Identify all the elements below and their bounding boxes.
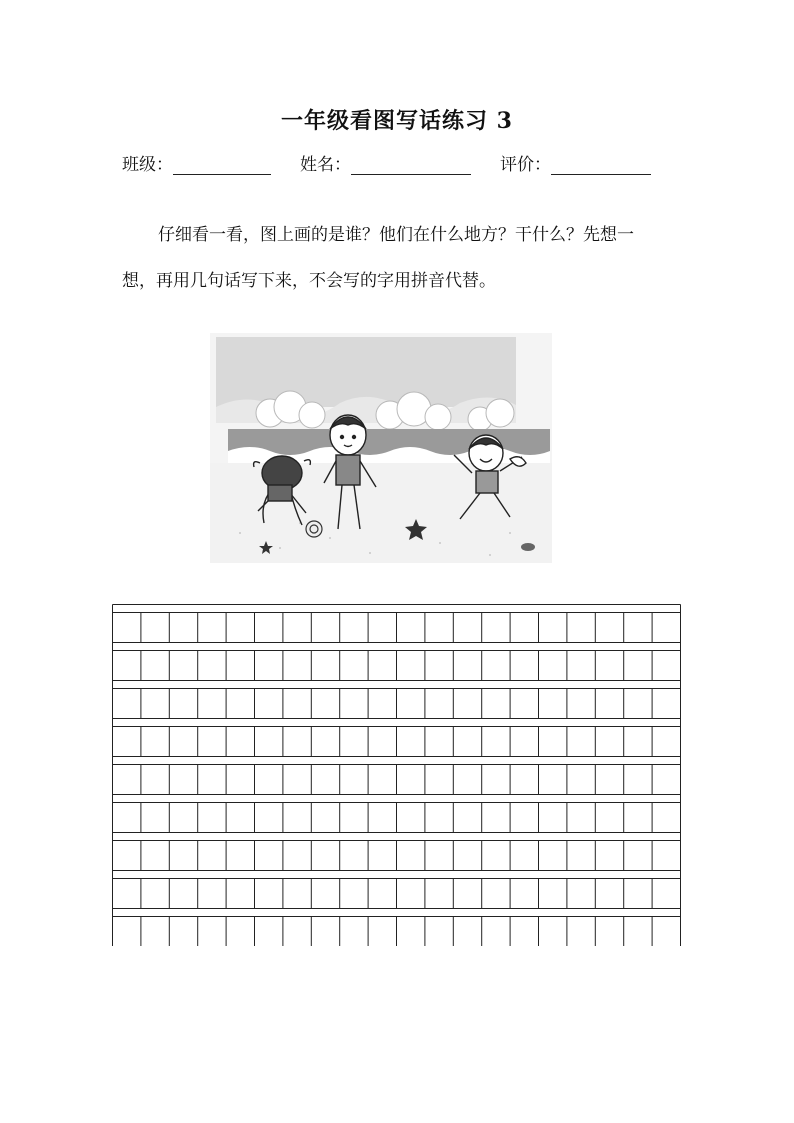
grid-cell[interactable] <box>283 765 311 795</box>
grid-cell[interactable] <box>226 727 254 757</box>
grid-cell[interactable] <box>567 727 595 757</box>
grid-cell[interactable] <box>453 841 481 871</box>
grid-cell[interactable] <box>141 689 169 719</box>
grid-cell[interactable] <box>397 613 425 643</box>
grid-cell[interactable] <box>283 917 311 947</box>
grid-cell[interactable] <box>595 727 623 757</box>
beach-children-illustration <box>210 333 552 563</box>
evaluation-blank[interactable] <box>551 156 651 175</box>
grid-cell[interactable] <box>652 765 680 795</box>
grid-cell[interactable] <box>141 917 169 947</box>
grid-cell[interactable] <box>226 613 254 643</box>
grid-cell[interactable] <box>141 651 169 681</box>
grid-cell[interactable] <box>283 651 311 681</box>
grid-cell[interactable] <box>652 803 680 833</box>
grid-cell[interactable] <box>624 727 652 757</box>
grid-cell[interactable] <box>311 727 339 757</box>
grid-cell[interactable] <box>397 727 425 757</box>
grid-cell[interactable] <box>198 841 226 871</box>
grid-cell[interactable] <box>567 841 595 871</box>
grid-cell[interactable] <box>567 765 595 795</box>
grid-cell[interactable] <box>113 651 141 681</box>
grid-cell[interactable] <box>198 651 226 681</box>
grid-cell[interactable] <box>368 765 396 795</box>
grid-cell[interactable] <box>482 765 510 795</box>
grid-cell[interactable] <box>397 765 425 795</box>
grid-cell[interactable] <box>453 879 481 909</box>
grid-cell[interactable] <box>453 803 481 833</box>
grid-cell[interactable] <box>368 651 396 681</box>
grid-cell[interactable] <box>368 613 396 643</box>
grid-cell[interactable] <box>169 917 197 947</box>
grid-cell[interactable] <box>226 803 254 833</box>
grid-cell[interactable] <box>425 651 453 681</box>
grid-cell[interactable] <box>198 879 226 909</box>
grid-cell[interactable] <box>169 765 197 795</box>
grid-cell[interactable] <box>482 651 510 681</box>
grid-cell[interactable] <box>595 841 623 871</box>
grid-cell[interactable] <box>595 613 623 643</box>
grid-cell[interactable] <box>283 841 311 871</box>
grid-cell[interactable] <box>141 879 169 909</box>
grid-cell[interactable] <box>255 803 283 833</box>
grid-cell[interactable] <box>283 879 311 909</box>
grid-cell[interactable] <box>539 689 567 719</box>
grid-cell[interactable] <box>539 841 567 871</box>
grid-cell[interactable] <box>397 651 425 681</box>
pebble <box>521 543 535 551</box>
grid-cell[interactable] <box>255 613 283 643</box>
grid-cell[interactable] <box>624 689 652 719</box>
class-label: 班级： <box>122 155 173 175</box>
worksheet-title: 一年级看图写话练习 3 <box>281 108 513 134</box>
grid-cell[interactable] <box>169 841 197 871</box>
grid-cell[interactable] <box>482 917 510 947</box>
grid-cell[interactable] <box>567 651 595 681</box>
grid-cell[interactable] <box>255 651 283 681</box>
grid-cell[interactable] <box>510 841 538 871</box>
grid-cell[interactable] <box>141 841 169 871</box>
grid-cell[interactable] <box>595 651 623 681</box>
grid-cell[interactable] <box>453 651 481 681</box>
grid-cell[interactable] <box>482 613 510 643</box>
grid-cell[interactable] <box>652 917 680 947</box>
grid-cell[interactable] <box>368 841 396 871</box>
grid-cell[interactable] <box>368 727 396 757</box>
grid-cell[interactable] <box>340 803 368 833</box>
name-blank[interactable] <box>351 156 471 175</box>
grid-cell[interactable] <box>453 613 481 643</box>
grid-cell[interactable] <box>510 727 538 757</box>
grid-cell[interactable] <box>226 879 254 909</box>
name-field <box>300 150 471 175</box>
grid-cell[interactable] <box>113 879 141 909</box>
grid-cell[interactable] <box>311 841 339 871</box>
grid-cell[interactable] <box>113 841 141 871</box>
grid-cell[interactable] <box>652 879 680 909</box>
writing-grid <box>112 604 681 946</box>
grid-cell[interactable] <box>624 917 652 947</box>
grid-cell[interactable] <box>340 651 368 681</box>
grid-cell[interactable] <box>482 689 510 719</box>
grid-cell[interactable] <box>311 765 339 795</box>
grid-cell[interactable] <box>510 765 538 795</box>
grid-cell[interactable] <box>567 689 595 719</box>
grid-cell[interactable] <box>141 765 169 795</box>
grid-cell[interactable] <box>198 613 226 643</box>
grid-cell[interactable] <box>397 879 425 909</box>
grid-cell[interactable] <box>595 803 623 833</box>
grid-cell[interactable] <box>397 917 425 947</box>
grid-cell[interactable] <box>453 765 481 795</box>
grid-cell[interactable] <box>539 765 567 795</box>
grid-cell[interactable] <box>141 803 169 833</box>
grid-cell[interactable] <box>113 803 141 833</box>
instructions-line-2: 想，再用几句话写下来，不会写的字用拼音代替。 <box>122 271 496 291</box>
grid-cell[interactable] <box>482 803 510 833</box>
grid-cell[interactable] <box>226 765 254 795</box>
grid-cell[interactable] <box>311 879 339 909</box>
grid-cell[interactable] <box>425 841 453 871</box>
grid-cell[interactable] <box>595 917 623 947</box>
grid-cell[interactable] <box>567 803 595 833</box>
grid-cell[interactable] <box>198 727 226 757</box>
grid-cell[interactable] <box>652 841 680 871</box>
grid-cell[interactable] <box>255 689 283 719</box>
grid-cell[interactable] <box>624 765 652 795</box>
grid-cell[interactable] <box>169 651 197 681</box>
grid-cell[interactable] <box>113 613 141 643</box>
grid-cell[interactable] <box>652 689 680 719</box>
shell-icon <box>306 521 322 537</box>
grid-cell[interactable] <box>397 803 425 833</box>
grid-cell[interactable] <box>539 613 567 643</box>
grid-cell[interactable] <box>311 803 339 833</box>
grid-cell[interactable] <box>340 727 368 757</box>
grid-cell[interactable] <box>482 727 510 757</box>
grid-cell[interactable] <box>595 879 623 909</box>
grid-cell[interactable] <box>510 803 538 833</box>
grid-cell[interactable] <box>368 689 396 719</box>
grid-cell[interactable] <box>169 879 197 909</box>
grid-cell[interactable] <box>340 613 368 643</box>
grid-cell[interactable] <box>340 841 368 871</box>
sand <box>210 463 552 563</box>
evaluation-label: 评价： <box>500 155 551 175</box>
evaluation-field <box>500 150 651 175</box>
grid-cell[interactable] <box>226 917 254 947</box>
grid-cell[interactable] <box>368 879 396 909</box>
grid-cell[interactable] <box>226 651 254 681</box>
grid-cell[interactable] <box>283 803 311 833</box>
grid-cell[interactable] <box>539 879 567 909</box>
grid-cell[interactable] <box>624 841 652 871</box>
grid-cell[interactable] <box>425 879 453 909</box>
grid-cell[interactable] <box>311 613 339 643</box>
grid-cell[interactable] <box>482 841 510 871</box>
grid-cell[interactable] <box>340 917 368 947</box>
grid-cell[interactable] <box>539 727 567 757</box>
grid-cell[interactable] <box>567 917 595 947</box>
grid-cell[interactable] <box>510 917 538 947</box>
grid-cell[interactable] <box>624 879 652 909</box>
grid-cell[interactable] <box>425 613 453 643</box>
grid-cell[interactable] <box>567 879 595 909</box>
grid-cell[interactable] <box>453 727 481 757</box>
grid-cell[interactable] <box>113 727 141 757</box>
grid-cell[interactable] <box>340 765 368 795</box>
grid-cell[interactable] <box>340 879 368 909</box>
grid-cell[interactable] <box>510 651 538 681</box>
grid-cell[interactable] <box>595 765 623 795</box>
grid-cell[interactable] <box>255 917 283 947</box>
grid-cell[interactable] <box>311 689 339 719</box>
grid-cell[interactable] <box>113 917 141 947</box>
grid-cell[interactable] <box>425 765 453 795</box>
grid-cell[interactable] <box>198 765 226 795</box>
sky <box>216 337 516 407</box>
class-blank[interactable] <box>173 156 271 175</box>
grid-cell[interactable] <box>425 727 453 757</box>
instructions-line-1: 仔细看一看，图上画的是谁？他们在什么地方？干什么？先想一 <box>158 225 634 245</box>
grid-cell[interactable] <box>368 803 396 833</box>
grid-cell[interactable] <box>255 841 283 871</box>
grid-cell[interactable] <box>539 917 567 947</box>
grid-cell[interactable] <box>198 917 226 947</box>
grid-cell[interactable] <box>397 841 425 871</box>
class-field <box>122 150 271 175</box>
grid-cell[interactable] <box>539 651 567 681</box>
grid-cell[interactable] <box>226 841 254 871</box>
grid-cell[interactable] <box>283 613 311 643</box>
grid-cell[interactable] <box>453 917 481 947</box>
grid-cell[interactable] <box>368 917 396 947</box>
grid-cell[interactable] <box>595 689 623 719</box>
grid-cell[interactable] <box>141 727 169 757</box>
grid-cell[interactable] <box>169 803 197 833</box>
grid-cell[interactable] <box>652 727 680 757</box>
grid-cell[interactable] <box>226 689 254 719</box>
grid-cell[interactable] <box>169 689 197 719</box>
grid-cell[interactable] <box>624 613 652 643</box>
grid-cell[interactable] <box>169 613 197 643</box>
grid-cell[interactable] <box>624 803 652 833</box>
grid-cell[interactable] <box>425 917 453 947</box>
grid-cell[interactable] <box>141 613 169 643</box>
grid-cell[interactable] <box>311 651 339 681</box>
grid-cell[interactable] <box>510 613 538 643</box>
grid-cell[interactable] <box>453 689 481 719</box>
grid-cell[interactable] <box>255 765 283 795</box>
grid-cell[interactable] <box>198 803 226 833</box>
name-label: 姓名： <box>300 155 351 175</box>
grid-cell[interactable] <box>425 803 453 833</box>
grid-cell[interactable] <box>567 613 595 643</box>
grid-cell[interactable] <box>652 613 680 643</box>
grid-cell[interactable] <box>169 727 197 757</box>
grid-cell[interactable] <box>397 689 425 719</box>
grid-cell[interactable] <box>340 689 368 719</box>
grid-cell[interactable] <box>482 879 510 909</box>
grid-cell[interactable] <box>624 651 652 681</box>
grid-cell[interactable] <box>311 917 339 947</box>
grid-cell[interactable] <box>539 803 567 833</box>
grid-cell[interactable] <box>255 879 283 909</box>
grid-cell[interactable] <box>510 689 538 719</box>
grid-cell[interactable] <box>198 689 226 719</box>
grid-cell[interactable] <box>425 689 453 719</box>
grid-cell[interactable] <box>113 765 141 795</box>
grid-cell[interactable] <box>255 727 283 757</box>
grid-cell[interactable] <box>283 727 311 757</box>
grid-cell[interactable] <box>283 689 311 719</box>
grid-cell[interactable] <box>652 651 680 681</box>
grid-cell[interactable] <box>113 689 141 719</box>
grid-cell[interactable] <box>510 879 538 909</box>
